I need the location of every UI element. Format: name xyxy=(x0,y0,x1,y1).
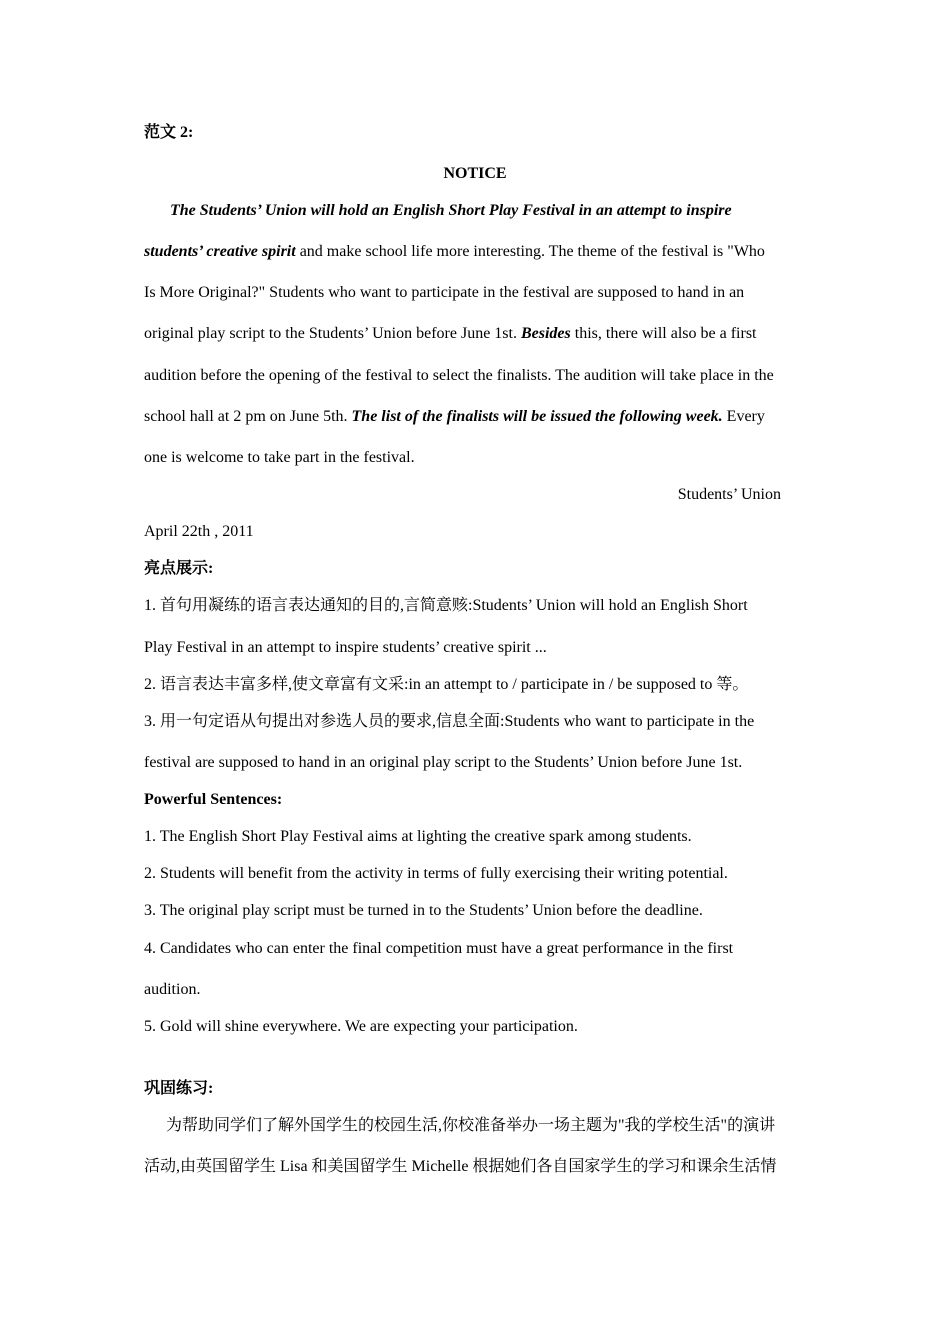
highlight-item-2: 2. 语言表达丰富多样,使文章富有文采:in an attempt to / participate in / be supposed to 等。 xyxy=(144,676,749,693)
notice-text: and make school life more interesting. The theme of the festival is "Who xyxy=(295,243,765,260)
highlight-item-1: 1. 首句用凝练的语言表达通知的目的,言简意赅:Students’ Union will hold an English Short xyxy=(144,597,748,614)
powerful-sentence-1: 1. The English Short Play Festival aims at lighting the creative spark among students. xyxy=(144,828,692,845)
notice-emphasis: The Students’ Union will hold an English Short Play Festival in an attempt to inspire xyxy=(170,202,732,219)
powerful-sentence-4: 4. Candidates who can enter the final competition must have a great performance in the first xyxy=(144,940,734,957)
notice-line-3: Is More Original?" Students who want to participate in the festival are supposed to hand in an xyxy=(144,284,745,301)
highlight-item-1-cont: Play Festival in an attempt to inspire students’ creative spirit ... xyxy=(144,639,547,656)
powerful-sentence-5: 5. Gold will shine everywhere. We are expecting your participation. xyxy=(144,1018,578,1035)
powerful-sentence-3: 3. The original play script must be turned in to the Students’ Union before the deadline. xyxy=(144,902,703,919)
notice-line-5: audition before the opening of the festival to select the finalists. The audition will take place in the xyxy=(144,367,774,384)
highlight-item-3: 3. 用一句定语从句提出对参选人员的要求,信息全面:Students who want to participate in the xyxy=(144,713,755,730)
practice-line-1: 为帮助同学们了解外国学生的校园生活,你校准备举办一场主题为"我的学校生活"的演讲 xyxy=(166,1117,776,1134)
powerful-sentence-2: 2. Students will benefit from the activity in terms of fully exercising their writing potential. xyxy=(144,865,728,882)
notice-emphasis: Besides xyxy=(520,325,571,342)
notice-signature: Students’ Union xyxy=(677,486,781,503)
notice-emphasis: students’ creative spirit xyxy=(144,243,296,260)
notice-line-4 xyxy=(144,324,756,344)
notice-title: NOTICE xyxy=(443,165,507,182)
notice-text: Every xyxy=(722,408,765,425)
powerful-title: Powerful Sentences: xyxy=(144,791,283,808)
notice-line-6 xyxy=(144,407,765,427)
highlights-title: 亮点展示: xyxy=(144,560,214,577)
section-heading: 范文 2: xyxy=(144,124,194,141)
practice-line-2: 活动,由英国留学生 Lisa 和美国留学生 Michelle 根据她们各自国家学生的学习和课余生活情 xyxy=(144,1158,777,1175)
highlight-item-3-cont: festival are supposed to hand in an original play script to the Students’ Union before June 1st. xyxy=(144,754,743,771)
notice-text: school hall at 2 pm on June 5th. xyxy=(144,408,352,425)
notice-date: April 22th , 2011 xyxy=(144,523,254,540)
notice-line-1 xyxy=(170,201,732,221)
notice-emphasis: The list of the finalists will be issued the following week. xyxy=(351,408,723,425)
notice-text: original play script to the Students’ Union before June 1st. xyxy=(144,325,521,342)
powerful-sentence-4-cont: audition. xyxy=(144,981,201,998)
notice-line-7: one is welcome to take part in the festival. xyxy=(144,449,415,466)
notice-text: this, there will also be a first xyxy=(570,325,757,342)
practice-title: 巩固练习: xyxy=(144,1080,214,1097)
notice-line-2 xyxy=(144,242,765,262)
